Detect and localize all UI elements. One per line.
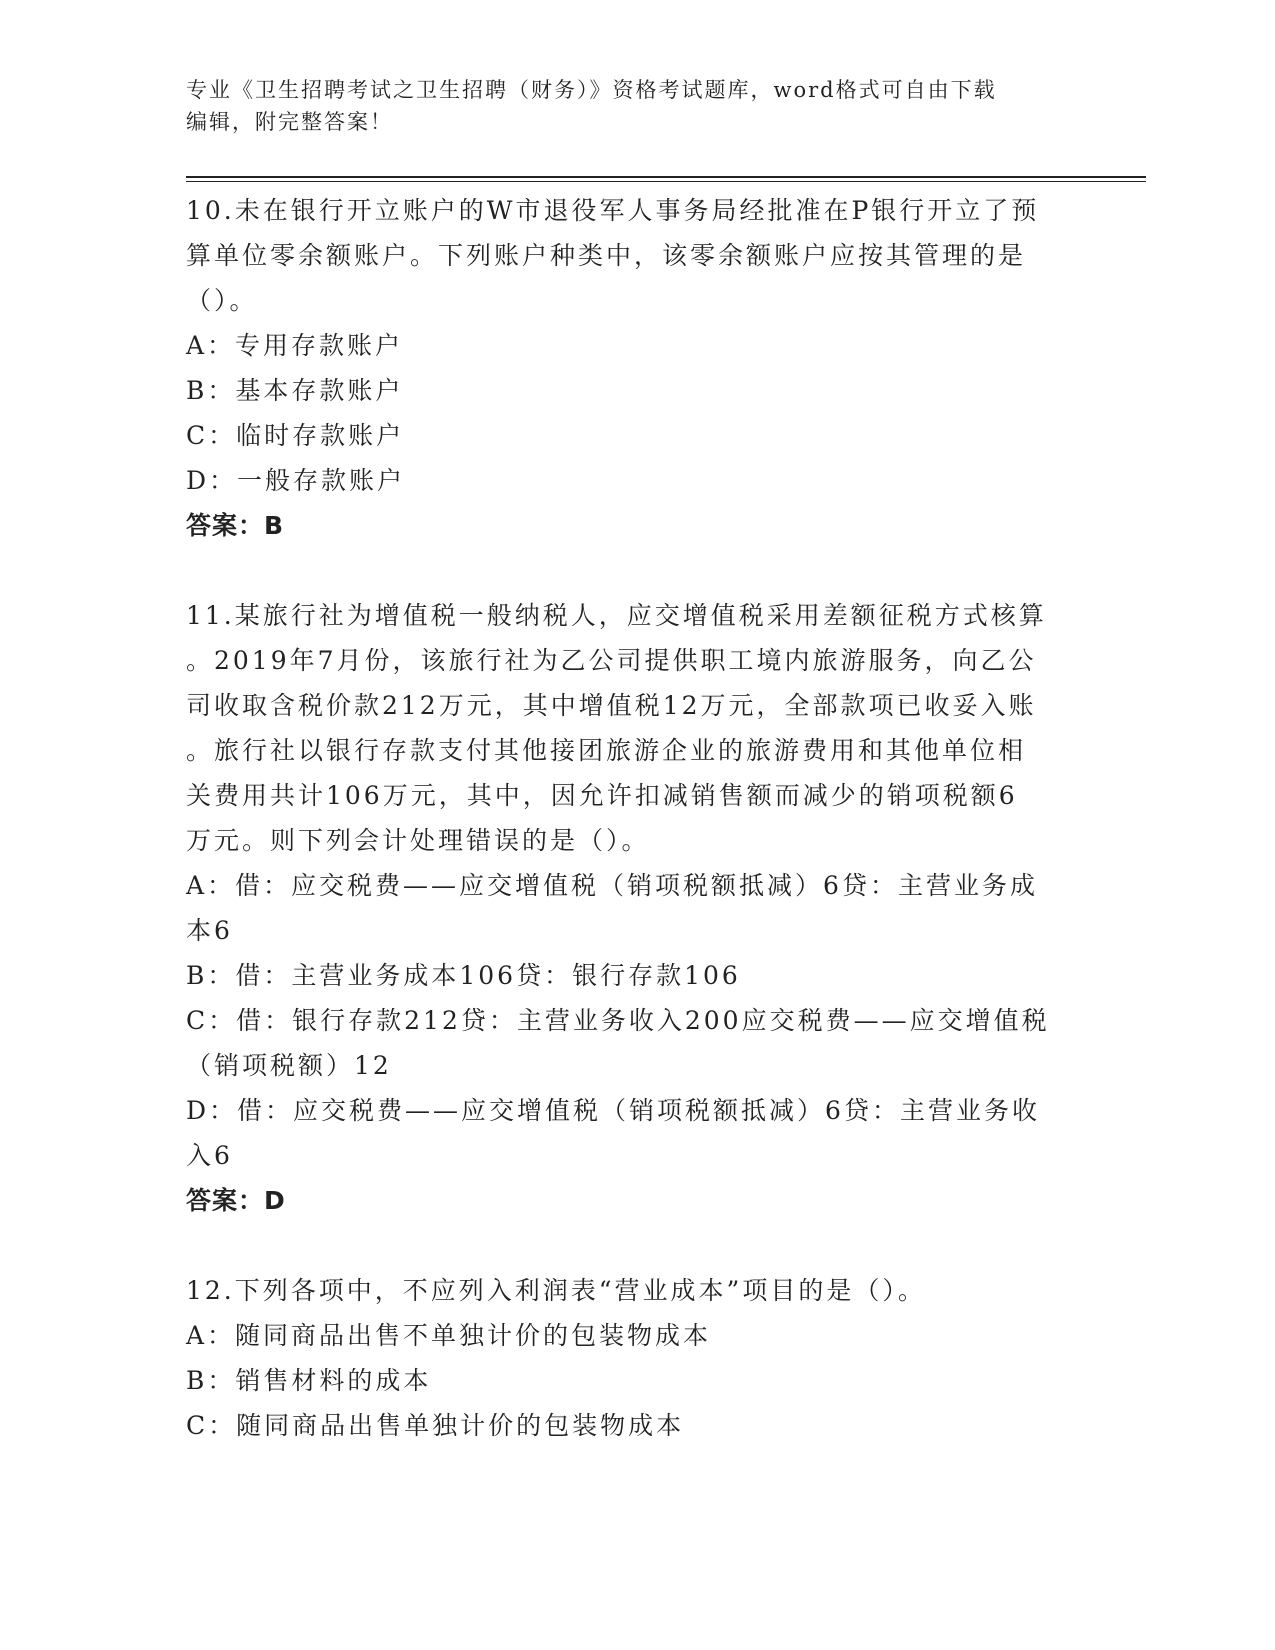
- question-stem-line: （）。: [186, 286, 258, 315]
- answer-option-line: B：借：主营业务成本106贷：银行存款106: [186, 961, 741, 990]
- question-stem-line: 。2019年7月份，该旅行社为乙公司提供职工境内旅游服务，向乙公: [186, 646, 1037, 675]
- question-stem-line: 11.某旅行社为增值税一般纳税人，应交增值税采用差额征税方式核算: [186, 601, 1047, 630]
- answer-key: 答案：D: [186, 1186, 286, 1215]
- question-stem-line: 10.未在银行开立账户的W市退役军人事务局经批准在P银行开立了预: [186, 196, 1040, 225]
- document-header: [186, 74, 1066, 138]
- question-stem-line: 万元。则下列会计处理错误的是（）。: [186, 826, 650, 855]
- answer-option-line: D：一般存款账户: [186, 466, 406, 495]
- question-block: [186, 593, 1066, 1223]
- answer-option-line: A：随同商品出售不单独计价的包装物成本: [186, 1321, 712, 1350]
- header-line: 专业《卫生招聘考试之卫生招聘（财务）》资格考试题库，word格式可自由下载: [186, 78, 997, 102]
- answer-option-line: （销项税额）12: [186, 1051, 392, 1080]
- answer-option-line: D：借：应交税费——应交增值税（销项税额抵减）6贷：主营业务收: [186, 1096, 1040, 1125]
- answer-option-line: C：随同商品出售单独计价的包装物成本: [186, 1411, 685, 1440]
- answer-option-line: A：专用存款账户: [186, 331, 404, 360]
- answer-option-line: 入6: [186, 1141, 233, 1170]
- question-stem-line: 关费用共计106万元，其中，因允许扣减销售额而减少的销项税额6: [186, 781, 1018, 810]
- answer-option-line: B：销售材料的成本: [186, 1366, 432, 1395]
- question-block: [186, 1268, 1066, 1448]
- question-stem-line: 算单位零余额账户。下列账户种类中，该零余额账户应按其管理的是: [186, 241, 1027, 270]
- header-divider: [186, 176, 1146, 178]
- question-stem-line: 司收取含税价款212万元，其中增值税12万元，全部款项已收妥入账: [186, 691, 1037, 720]
- answer-option-line: C：临时存款账户: [186, 421, 405, 450]
- header-line: 编辑，附完整答案！: [186, 110, 393, 134]
- question-list: [186, 188, 1066, 1448]
- question-stem-line: 12.下列各项中，不应列入利润表“营业成本”项目的是（）。: [186, 1276, 926, 1305]
- answer-option-line: A：借：应交税费——应交增值税（销项税额抵减）6贷：主营业务成: [186, 871, 1038, 900]
- question-stem-line: 。旅行社以银行存款支付其他接团旅游企业的旅游费用和其他单位相: [186, 736, 1027, 765]
- answer-option-line: 本6: [186, 916, 233, 945]
- question-block: [186, 188, 1066, 548]
- answer-option-line: C：借：银行存款212贷：主营业务收入200应交税费——应交增值税: [186, 1006, 1050, 1035]
- answer-key: 答案：B: [186, 511, 285, 540]
- header-divider-thin: [186, 181, 1146, 182]
- answer-option-line: B：基本存款账户: [186, 376, 404, 405]
